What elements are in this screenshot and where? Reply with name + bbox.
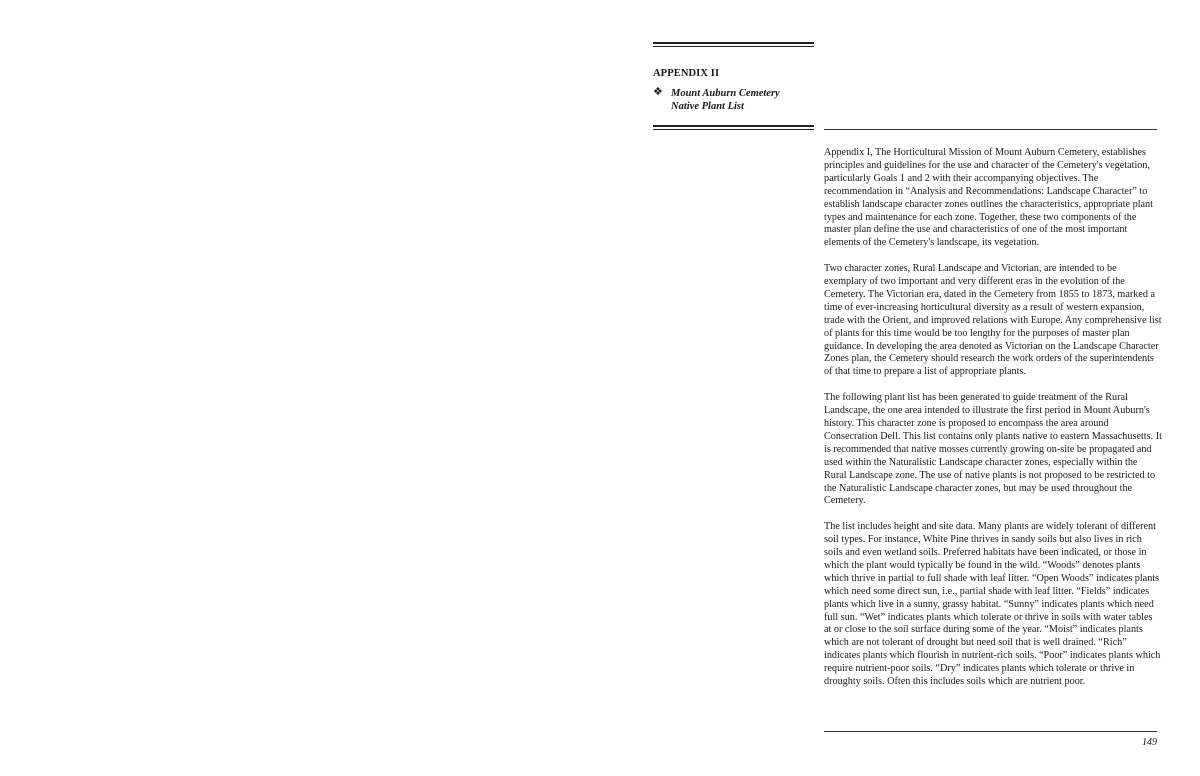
paragraph: The following plant list has been generated to guide treatment of the Rural Landscape, the one area intended to illustrate the first period in Mount Auburn's history. This character zone is proposed to encompass the area around Consecration Dell. This list contains only plants native to eastern Massachusetts. It is recommended that native mosses currently growing on-site be propagated and used within the Naturalistic Landscape character zones, especially within the Rural Landscape zone. The use of native plants is not proposed to be restricted to the Naturalistic Landscape character zones, but may be used throughout the Cemetery. xyxy=(824,392,1162,507)
appendix-title-line2: Native Plant List xyxy=(671,101,744,112)
appendix-title xyxy=(671,87,811,113)
page-number: 149 xyxy=(1142,737,1157,748)
top-double-rule xyxy=(653,42,814,47)
diamond-bullet-icon: ❖ xyxy=(653,86,663,98)
paragraph: The list includes height and site data. Many plants are widely tolerant of different soil types. For instance, White Pine thrives in sandy soils but also lives in rich soils and even wetland soils. Preferred habitats have been indicated, or those in which the plant would typically be found in the wild. “Woods” denotes plants which thrive in partial to full shade with leaf litter. “Open Woods” indicates plants which need some direct sun, i.e., partial shade with leaf litter. “Fields” indicates plants which live in a sunny, grassy habitat. “Sunny” indicates plants which need full sun. “Wet” indicates plants which tolerate or thrive in soils with water tables at or close to the soil surface during some of the year. “Moist” indicates plants which are not tolerant of drought but need soil that is well drained. “Rich” indicates plants which flourish in nutrient-rich soils. “Poor” indicates plants which require nutrient-poor soils. “Dry” indicates plants which tolerate or thrive in droughty soils. Often this includes soils which are nutrient poor. xyxy=(824,521,1161,688)
paragraph: Two character zones, Rural Landscape and Victorian, are intended to be exemplary of two important and very different eras in the evolution of the Cemetery. The Victorian era, dated in the Cemetery from 1855 to 1873, marked a time of ever-increasing horticultural diversity as a result of western expansion, trade with the Orient, and improved relations with Europe. Any comprehensive list of plants for this time would be too lengthy for the purposes of master plan guidance. In developing the area denoted as Victorian on the Landscape Character Zones plan, the Cemetery should research the work orders of the superintendents of that time to prepare a list of appropriate plants. xyxy=(824,263,1162,378)
body-text xyxy=(824,147,1162,702)
bottom-double-rule xyxy=(653,125,814,130)
appendix-title-line1: Mount Auburn Cemetery xyxy=(671,88,780,99)
text-top-rule xyxy=(824,129,1157,130)
appendix-label: APPENDIX II xyxy=(653,68,720,79)
paragraph: Appendix I, The Horticultural Mission of Mount Auburn Cemetery, establishes principles and guidelines for the use and character of the Cemetery's vegetation, particularly Goals 1 and 2 with their accompanying objectives. The recommendation in “Analysis and Recommendations: Landscape Character” to establish landscape character zones outlines the characteristics, appropriate plant types and maintenance for each zone. Together, these two components of the master plan define the use and characteristics of one of the most important elements of the Cemetery's landscape, its vegetation. xyxy=(824,147,1153,249)
text-bottom-rule xyxy=(824,731,1157,732)
